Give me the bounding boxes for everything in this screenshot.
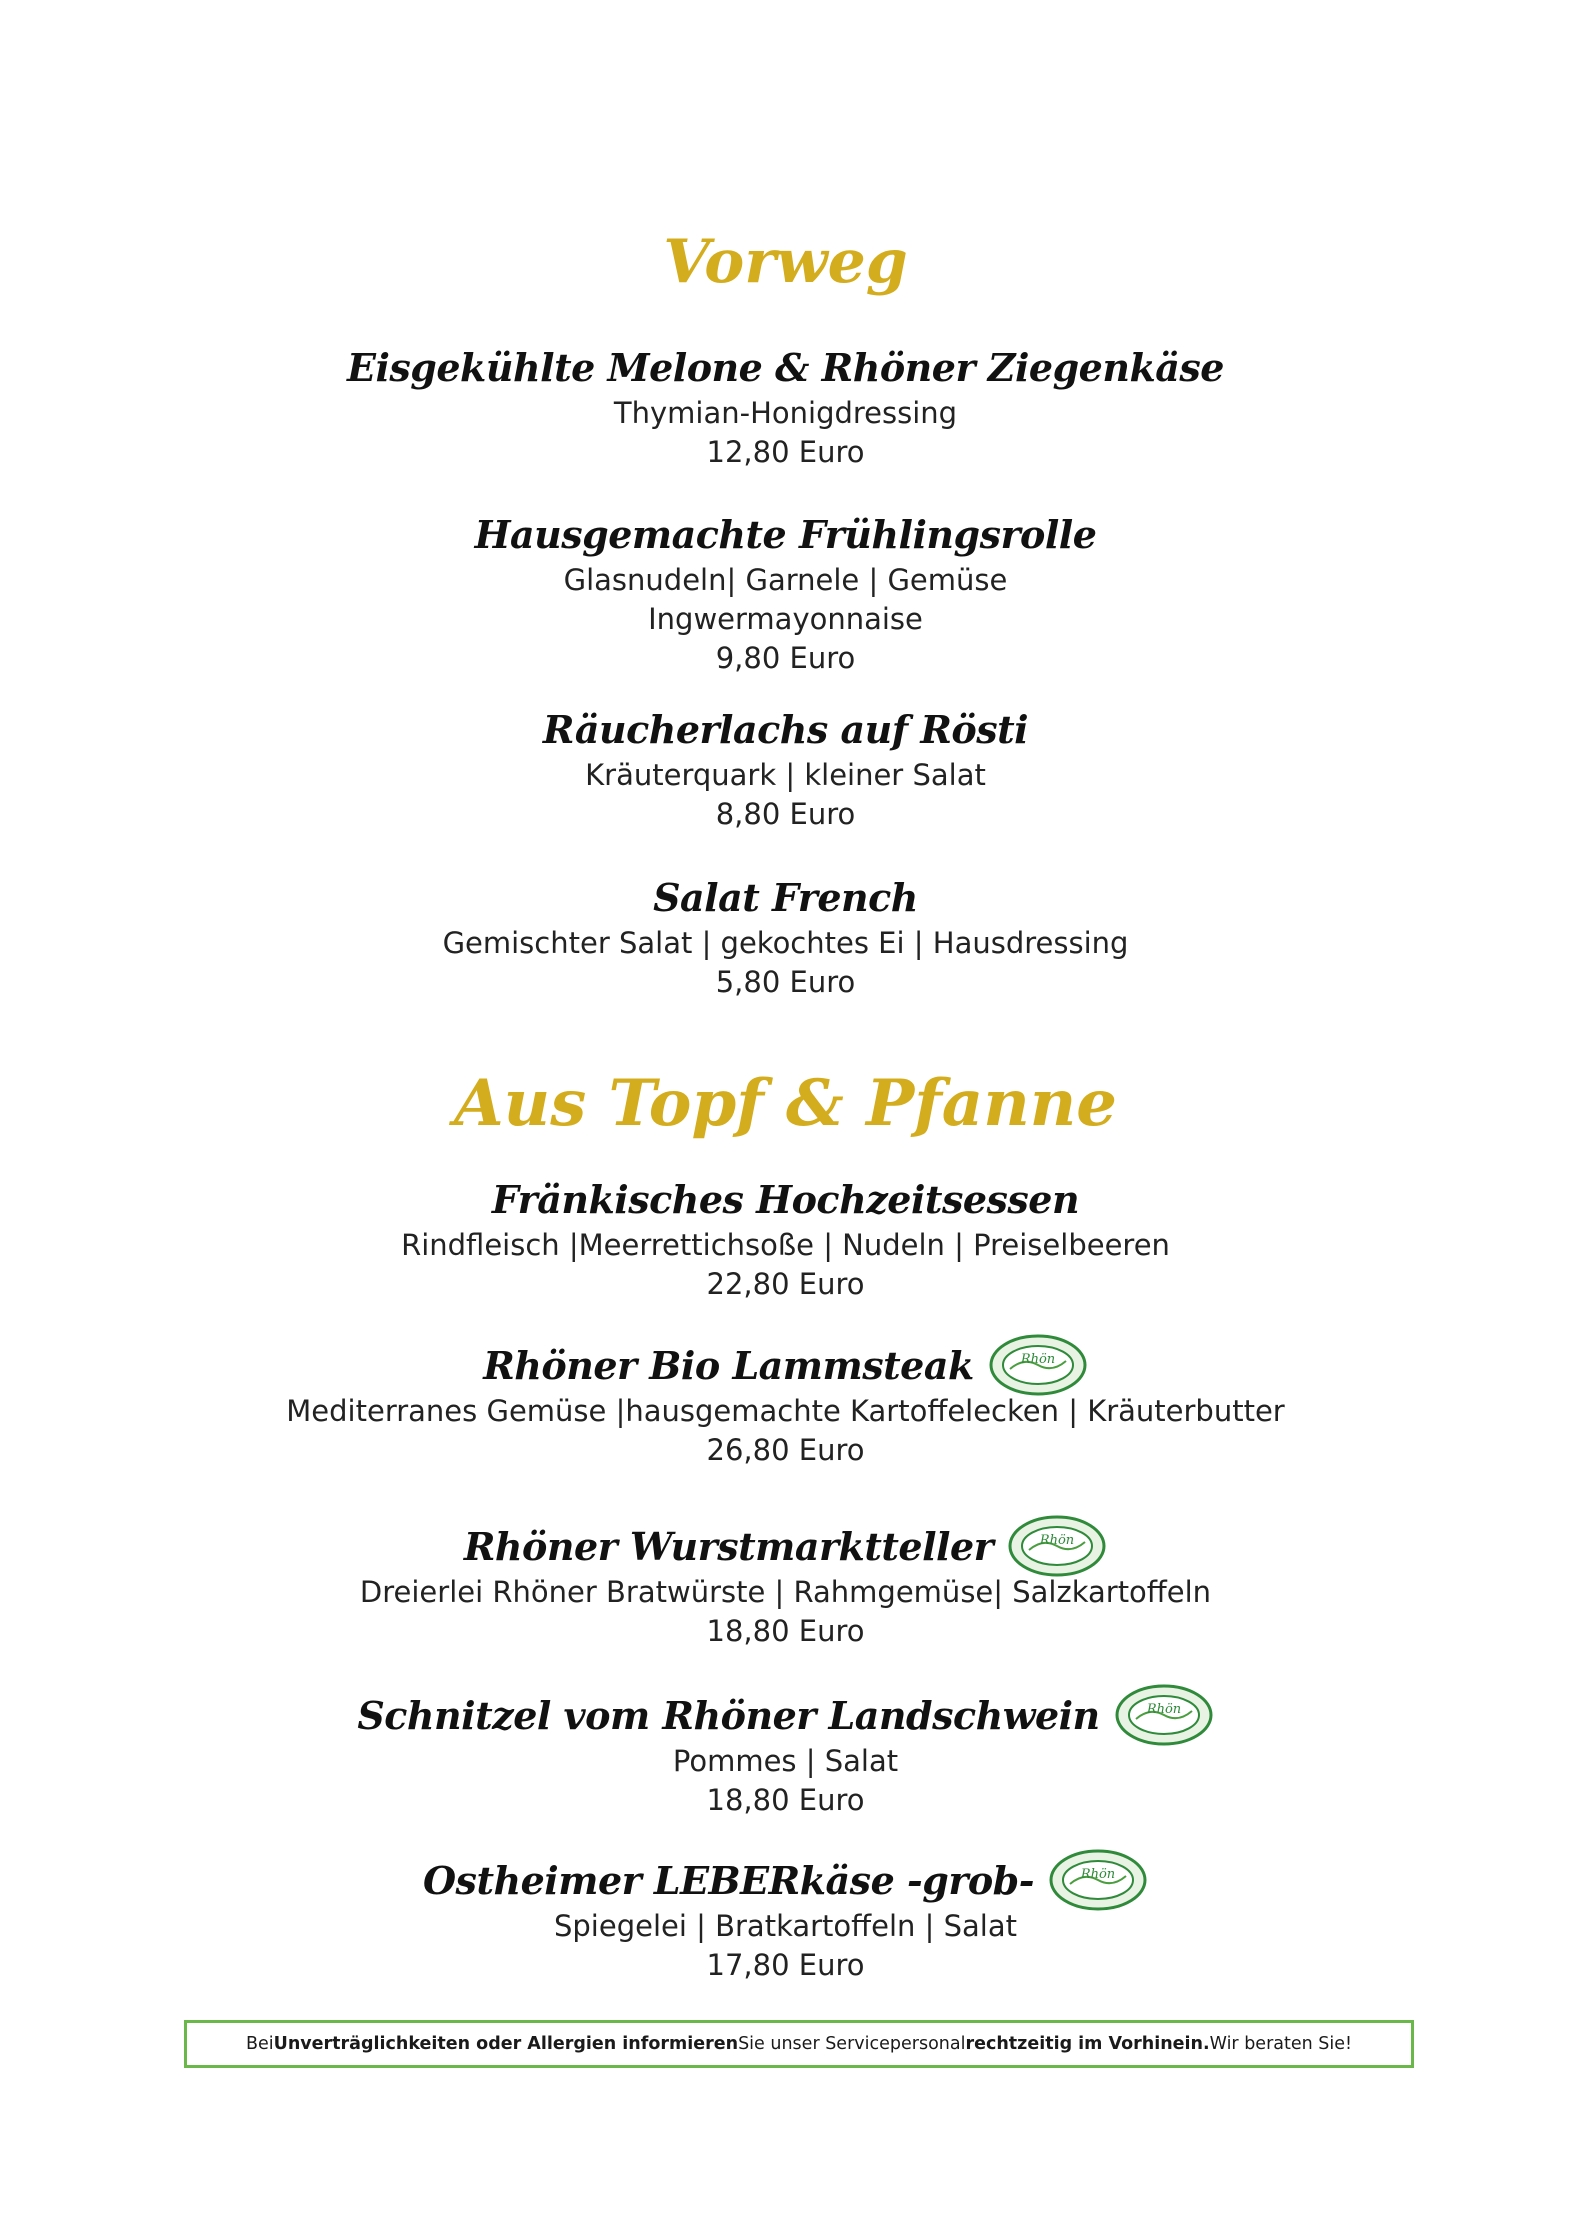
quality-seal-icon xyxy=(1048,1848,1148,1912)
menu-item xyxy=(0,870,1571,1002)
item-price: 8,80 Euro xyxy=(715,797,856,831)
item-description: Spiegelei | Bratkartoffeln | Salat xyxy=(553,1909,1018,1943)
item-description: Glasnudeln| Garnele | Gemüse xyxy=(563,563,1008,597)
item-price: 17,80 Euro xyxy=(706,1948,865,1982)
item-name: Hausgemachte Frühlingsrolle xyxy=(474,511,1097,557)
item-price: 12,80 Euro xyxy=(706,435,865,469)
item-name: Schnitzel vom Rhöner Landschwein xyxy=(357,1692,1100,1738)
quality-seal-icon xyxy=(1114,1683,1214,1747)
notice-text-bold: Unverträglichkeiten oder Allergien informieren xyxy=(273,2034,739,2054)
notice-text: Sie unser Servicepersonal xyxy=(738,2034,966,2054)
allergy-notice xyxy=(184,2020,1414,2068)
section-title-aus-topf-pfanne: Aus Topf & Pfanne xyxy=(454,1066,1117,1141)
item-name: Eisgekühlte Melone & Rhöner Ziegenkäse xyxy=(347,344,1224,390)
svg-text:Rhön: Rhön xyxy=(1040,1533,1075,1548)
notice-text: Bei xyxy=(245,2034,274,2054)
svg-text:Rhön: Rhön xyxy=(1020,1352,1055,1367)
menu-item xyxy=(0,1172,1571,1304)
menu-item xyxy=(0,1688,1571,1820)
item-name: Räucherlachs auf Rösti xyxy=(542,706,1029,752)
notice-text-bold: rechtzeitig im Vorhinein. xyxy=(965,2034,1210,2054)
svg-text:Rhön: Rhön xyxy=(1146,1702,1181,1717)
item-description: Dreierlei Rhöner Bratwürste | Rahmgemüse| Salzkartoffeln xyxy=(359,1575,1212,1609)
quality-seal-icon xyxy=(1007,1514,1107,1578)
item-name: Ostheimer LEBERkäse -grob- xyxy=(422,1857,1035,1903)
item-price: 18,80 Euro xyxy=(706,1614,865,1648)
menu-item xyxy=(0,702,1571,834)
item-name: Salat French xyxy=(653,874,918,920)
item-price: 22,80 Euro xyxy=(706,1267,865,1301)
item-description: Rindfleisch |Meerrettichsoße | Nudeln | Preiselbeeren xyxy=(401,1228,1170,1262)
item-description: Ingwermayonnaise xyxy=(648,602,923,636)
svg-text:Rhön: Rhön xyxy=(1080,1867,1116,1882)
item-price: 9,80 Euro xyxy=(715,641,856,675)
item-price: 26,80 Euro xyxy=(706,1433,865,1467)
item-name: Fränkisches Hochzeitsessen xyxy=(491,1176,1080,1222)
menu-item xyxy=(0,507,1571,678)
menu-item xyxy=(0,340,1571,472)
item-price: 18,80 Euro xyxy=(706,1783,865,1817)
menu-item xyxy=(0,1853,1571,1985)
item-name: Rhöner Bio Lammsteak xyxy=(483,1342,974,1388)
notice-text: Wir beraten Sie! xyxy=(1209,2034,1353,2054)
menu-item xyxy=(0,1519,1571,1651)
item-name: Rhöner Wurstmarktteller xyxy=(463,1523,994,1569)
section-title-vorweg: Vorweg xyxy=(663,227,908,297)
item-description: Gemischter Salat | gekochtes Ei | Hausdressing xyxy=(442,926,1129,960)
item-price: 5,80 Euro xyxy=(715,965,856,999)
quality-seal-icon xyxy=(988,1333,1088,1397)
menu-item xyxy=(0,1338,1571,1470)
item-description: Mediterranes Gemüse |hausgemachte Kartoffelecken | Kräuterbutter xyxy=(286,1394,1285,1428)
item-description: Kräuterquark | kleiner Salat xyxy=(585,758,986,792)
item-description: Thymian-Honigdressing xyxy=(613,396,958,430)
item-description: Pommes | Salat xyxy=(672,1744,899,1778)
